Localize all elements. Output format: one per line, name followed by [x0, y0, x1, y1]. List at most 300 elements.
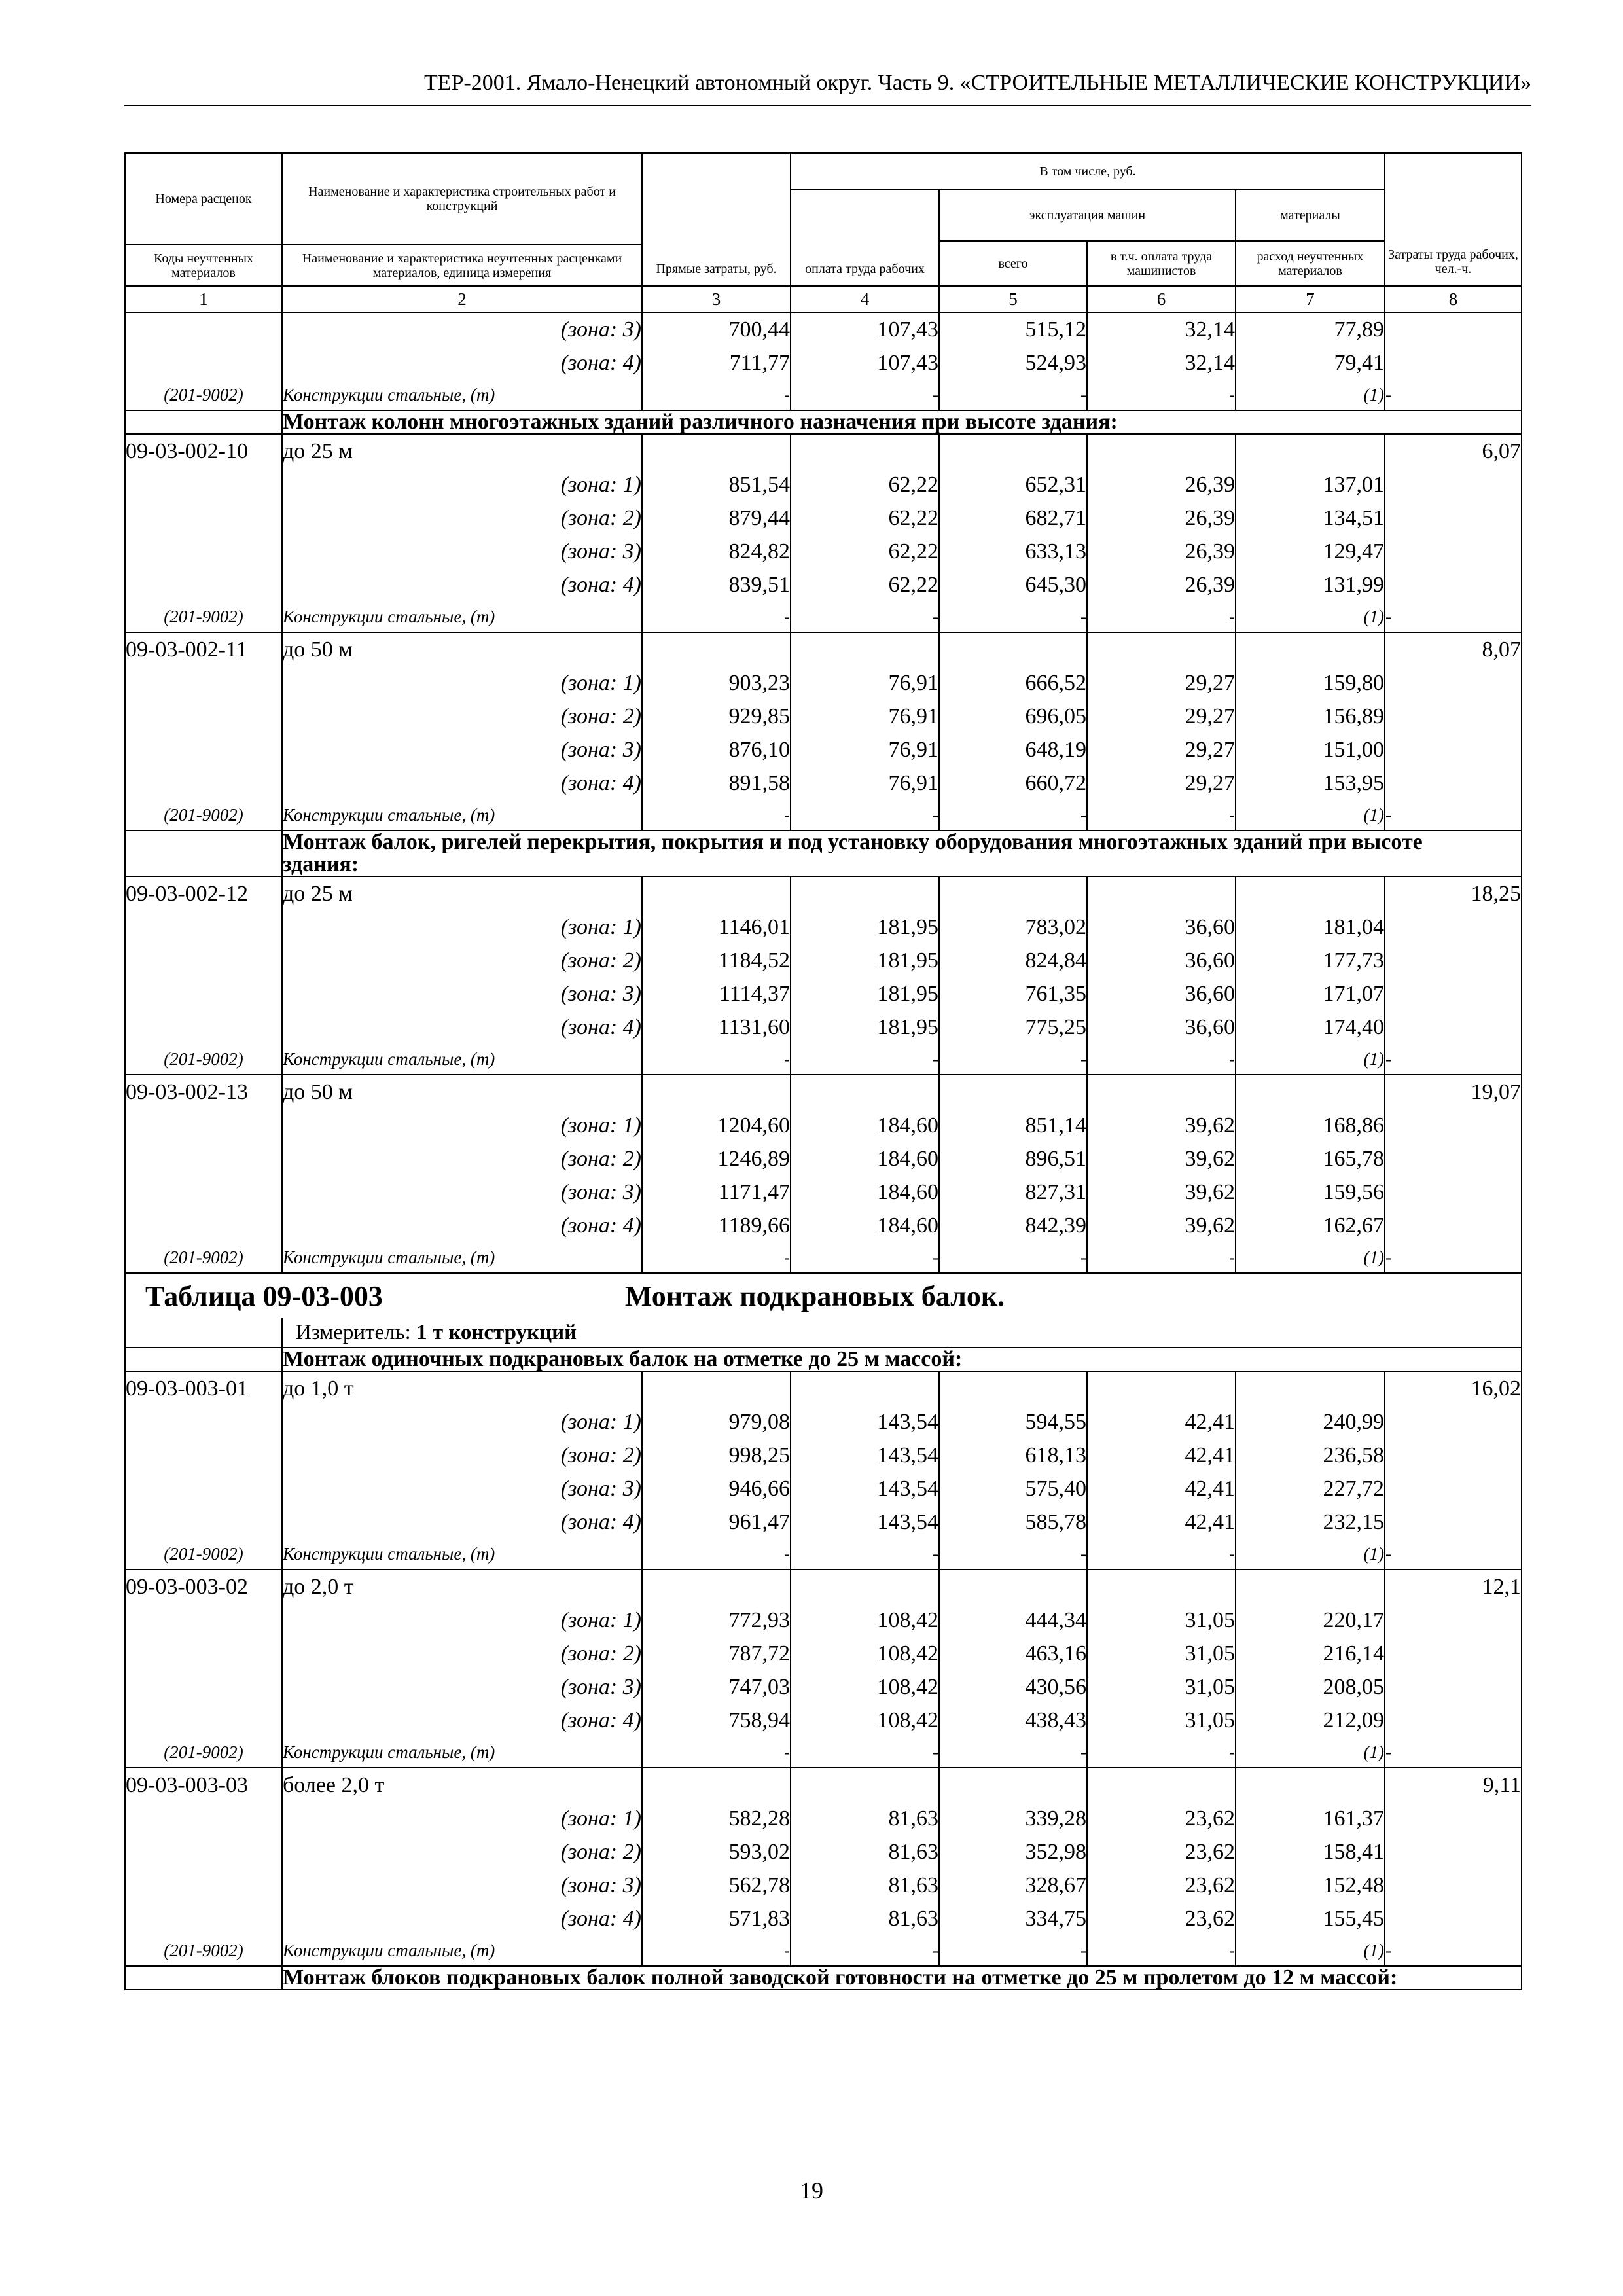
empty-cell — [125, 1869, 282, 1902]
direct-cost-value: 571,83 — [642, 1902, 791, 1935]
direct-cost-value: 593,02 — [642, 1835, 791, 1869]
rate-code: 09-03-003-01 — [125, 1371, 282, 1405]
table-name: Монтаж подкрановых балок. — [624, 1280, 1005, 1312]
zone-row — [125, 1011, 1522, 1044]
materials-value: 131,99 — [1236, 568, 1385, 601]
worker-pay-value: 76,91 — [791, 700, 939, 733]
empty-cell — [1385, 1670, 1522, 1704]
material-name: Конструкции стальные, (т) — [282, 1737, 642, 1768]
materials-value: 137,01 — [1236, 468, 1385, 501]
direct-cost-value: 839,51 — [642, 568, 791, 601]
direct-cost-value: 787,72 — [642, 1637, 791, 1670]
rate-code: 09-03-002-11 — [125, 632, 282, 666]
operators-pay-value: 31,05 — [1087, 1704, 1236, 1737]
machines-total-value: 328,67 — [939, 1869, 1087, 1902]
empty-cell — [125, 1348, 282, 1371]
rate-name: до 2,0 т — [282, 1570, 642, 1604]
dash-cell: - — [1087, 1242, 1236, 1273]
empty-cell — [125, 1142, 282, 1175]
worker-pay-value: 62,22 — [791, 568, 939, 601]
col-header-materials: материалы — [1236, 190, 1385, 241]
empty-cell — [642, 1075, 791, 1109]
zone-row — [125, 1802, 1522, 1835]
operators-pay-value: 36,60 — [1087, 944, 1236, 977]
empty-cell — [1236, 1075, 1385, 1109]
worker-pay-value: 181,95 — [791, 944, 939, 977]
materials-value: 174,40 — [1236, 1011, 1385, 1044]
empty-cell — [125, 1670, 282, 1704]
empty-cell — [1385, 1505, 1522, 1539]
zone-label: (зона: 4) — [282, 568, 642, 601]
table-title-row — [125, 1273, 1522, 1318]
col-header-worker-pay: оплата труда рабочих — [791, 190, 939, 286]
section-heading: Монтаж одиночных подкрановых балок на отметке до 25 м массой: — [282, 1348, 1522, 1371]
empty-cell — [125, 501, 282, 535]
empty-cell — [1385, 501, 1522, 535]
zone-label: (зона: 1) — [282, 1604, 642, 1637]
operators-pay-value: 42,41 — [1087, 1472, 1236, 1505]
worker-pay-value: 108,42 — [791, 1704, 939, 1737]
direct-cost-value: 891,58 — [642, 766, 791, 800]
worker-pay-value: 181,95 — [791, 977, 939, 1011]
rate-code: 09-03-002-10 — [125, 434, 282, 468]
empty-cell — [1385, 1142, 1522, 1175]
zone-label: (зона: 2) — [282, 944, 642, 977]
operators-pay-value: 36,60 — [1087, 1011, 1236, 1044]
empty-cell — [1385, 1209, 1522, 1242]
col-header-including: В том числе, руб. — [791, 153, 1385, 190]
direct-cost-value: 1184,52 — [642, 944, 791, 977]
operators-pay-value: 23,62 — [1087, 1835, 1236, 1869]
zone-label: (зона: 4) — [282, 1209, 642, 1242]
empty-cell — [642, 1371, 791, 1405]
direct-cost-value: 1146,01 — [642, 910, 791, 944]
materials-value: 240,99 — [1236, 1405, 1385, 1439]
direct-cost-value: 1171,47 — [642, 1175, 791, 1209]
section-heading-row — [125, 1966, 1522, 1990]
empty-cell — [1385, 535, 1522, 568]
dash-cell: - — [1385, 601, 1522, 632]
rate-name: до 25 м — [282, 876, 642, 910]
operators-pay-value: 26,39 — [1087, 568, 1236, 601]
dash-cell: - — [1087, 1044, 1236, 1075]
zone-row — [125, 910, 1522, 944]
zone-label: (зона: 1) — [282, 666, 642, 700]
col-header-1-bottom: Коды неучтенных материалов — [125, 245, 282, 286]
operators-pay-value: 36,60 — [1087, 977, 1236, 1011]
empty-cell — [791, 1570, 939, 1604]
materials-value: 79,41 — [1236, 346, 1385, 380]
col-number: 5 — [939, 286, 1087, 312]
empty-cell — [1087, 876, 1236, 910]
material-code: (201-9002) — [125, 380, 282, 410]
dash-cell: - — [642, 1242, 791, 1273]
operators-pay-value: 36,60 — [1087, 910, 1236, 944]
dash-cell: - — [939, 601, 1087, 632]
header-rule — [124, 105, 1531, 106]
dash-cell: - — [939, 800, 1087, 831]
machines-total-value: 660,72 — [939, 766, 1087, 800]
direct-cost-value: 711,77 — [642, 346, 791, 380]
operators-pay-value: 31,05 — [1087, 1637, 1236, 1670]
empty-cell — [1385, 468, 1522, 501]
machines-total-value: 430,56 — [939, 1670, 1087, 1704]
material-code: (201-9002) — [125, 601, 282, 632]
zone-label: (зона: 4) — [282, 1011, 642, 1044]
empty-cell — [125, 568, 282, 601]
col-header-2-bottom: Наименование и характеристика неучтенных расценками материалов, единица измерения — [282, 245, 642, 286]
zone-label: (зона: 1) — [282, 910, 642, 944]
direct-cost-value: 824,82 — [642, 535, 791, 568]
empty-cell — [939, 1371, 1087, 1405]
worker-pay-value: 81,63 — [791, 1802, 939, 1835]
empty-cell — [642, 632, 791, 666]
dash-cell: - — [1385, 380, 1522, 410]
material-name: Конструкции стальные, (т) — [282, 1242, 642, 1273]
worker-pay-value: 143,54 — [791, 1472, 939, 1505]
materials-value: 161,37 — [1236, 1802, 1385, 1835]
material-code: (201-9002) — [125, 1242, 282, 1273]
direct-cost-value: 1204,60 — [642, 1109, 791, 1142]
zone-label: (зона: 3) — [282, 1869, 642, 1902]
direct-cost-value: 700,44 — [642, 312, 791, 346]
empty-cell — [939, 434, 1087, 468]
zone-label: (зона: 3) — [282, 1175, 642, 1209]
col-number: 6 — [1087, 286, 1236, 312]
item-row — [125, 1768, 1522, 1802]
empty-cell — [791, 632, 939, 666]
rate-code: 09-03-003-03 — [125, 1768, 282, 1802]
direct-cost-value: 903,23 — [642, 666, 791, 700]
dash-cell: - — [1087, 601, 1236, 632]
zone-row — [125, 944, 1522, 977]
dash-cell: - — [1087, 1935, 1236, 1966]
zone-label: (зона: 2) — [282, 1835, 642, 1869]
operators-pay-value: 29,27 — [1087, 766, 1236, 800]
dash-cell: - — [642, 380, 791, 410]
operators-pay-value: 23,62 — [1087, 1869, 1236, 1902]
machines-total-value: 648,19 — [939, 733, 1087, 766]
material-quantity: (1) — [1236, 1242, 1385, 1273]
zone-row — [125, 346, 1522, 380]
empty-cell — [125, 1011, 282, 1044]
materials-value: 159,56 — [1236, 1175, 1385, 1209]
empty-cell — [1385, 1109, 1522, 1142]
zone-label: (зона: 3) — [282, 535, 642, 568]
machines-total-value: 652,31 — [939, 468, 1087, 501]
operators-pay-value: 26,39 — [1087, 468, 1236, 501]
dash-cell: - — [939, 1242, 1087, 1273]
operators-pay-value: 32,14 — [1087, 346, 1236, 380]
empty-cell — [1236, 1768, 1385, 1802]
materials-value: 152,48 — [1236, 1869, 1385, 1902]
materials-value: 158,41 — [1236, 1835, 1385, 1869]
worker-pay-value: 81,63 — [791, 1835, 939, 1869]
col-number: 4 — [791, 286, 939, 312]
item-row — [125, 434, 1522, 468]
machines-total-value: 618,13 — [939, 1439, 1087, 1472]
empty-cell — [125, 1802, 282, 1835]
rate-code: 09-03-002-13 — [125, 1075, 282, 1109]
col-number: 7 — [1236, 286, 1385, 312]
dash-cell: - — [791, 1737, 939, 1768]
materials-value: 129,47 — [1236, 535, 1385, 568]
zone-label: (зона: 4) — [282, 346, 642, 380]
empty-cell — [125, 977, 282, 1011]
worker-pay-value: 62,22 — [791, 468, 939, 501]
empty-cell — [125, 1637, 282, 1670]
operators-pay-value: 26,39 — [1087, 535, 1236, 568]
zone-label: (зона: 4) — [282, 1704, 642, 1737]
zone-label: (зона: 3) — [282, 312, 642, 346]
empty-cell — [939, 1075, 1087, 1109]
materials-value: 156,89 — [1236, 700, 1385, 733]
materials-value: 227,72 — [1236, 1472, 1385, 1505]
empty-cell — [125, 1505, 282, 1539]
zone-label: (зона: 4) — [282, 1902, 642, 1935]
empty-cell — [791, 434, 939, 468]
dash-cell: - — [939, 1935, 1087, 1966]
materials-value: 165,78 — [1236, 1142, 1385, 1175]
operators-pay-value: 31,05 — [1087, 1604, 1236, 1637]
zone-row — [125, 666, 1522, 700]
machines-total-value: 666,52 — [939, 666, 1087, 700]
zone-row — [125, 568, 1522, 601]
zone-row — [125, 1175, 1522, 1209]
machines-total-value: 633,13 — [939, 535, 1087, 568]
zone-row — [125, 1604, 1522, 1637]
zone-row — [125, 1637, 1522, 1670]
materials-value: 159,80 — [1236, 666, 1385, 700]
direct-cost-value: 979,08 — [642, 1405, 791, 1439]
section-heading-row — [125, 1348, 1522, 1371]
dash-cell: - — [939, 380, 1087, 410]
materials-value: 236,58 — [1236, 1439, 1385, 1472]
empty-cell — [125, 1209, 282, 1242]
empty-cell — [1385, 1637, 1522, 1670]
worker-pay-value: 143,54 — [791, 1405, 939, 1439]
material-code: (201-9002) — [125, 800, 282, 831]
material-quantity: (1) — [1236, 1935, 1385, 1966]
measure-row — [125, 1318, 1522, 1348]
zone-row — [125, 1439, 1522, 1472]
empty-cell — [1385, 1604, 1522, 1637]
material-name: Конструкции стальные, (т) — [282, 380, 642, 410]
labor-cost: 19,07 — [1385, 1075, 1522, 1109]
zone-label: (зона: 1) — [282, 1109, 642, 1142]
machines-total-value: 824,84 — [939, 944, 1087, 977]
empty-cell — [791, 1768, 939, 1802]
material-quantity: (1) — [1236, 800, 1385, 831]
zone-row — [125, 700, 1522, 733]
worker-pay-value: 181,95 — [791, 1011, 939, 1044]
labor-cost: 16,02 — [1385, 1371, 1522, 1405]
dash-cell: - — [791, 800, 939, 831]
empty-cell — [1385, 977, 1522, 1011]
empty-cell — [1385, 910, 1522, 944]
direct-cost-value: 747,03 — [642, 1670, 791, 1704]
material-row — [125, 601, 1522, 632]
empty-cell — [125, 1405, 282, 1439]
table-number: Таблица 09-03-003 — [145, 1280, 383, 1312]
price-table — [124, 152, 1522, 1990]
zone-label: (зона: 3) — [282, 1472, 642, 1505]
page-number: 19 — [800, 2178, 823, 2204]
zone-row — [125, 733, 1522, 766]
materials-value: 208,05 — [1236, 1670, 1385, 1704]
worker-pay-value: 184,60 — [791, 1109, 939, 1142]
labor-cost: 18,25 — [1385, 876, 1522, 910]
empty-cell — [125, 733, 282, 766]
materials-value: 162,67 — [1236, 1209, 1385, 1242]
dash-cell: - — [642, 800, 791, 831]
empty-cell — [125, 1966, 282, 1990]
machines-total-value: 352,98 — [939, 1835, 1087, 1869]
material-quantity: (1) — [1236, 380, 1385, 410]
material-code: (201-9002) — [125, 1539, 282, 1570]
col-number: 8 — [1385, 286, 1522, 312]
zone-row — [125, 1869, 1522, 1902]
material-quantity: (1) — [1236, 1044, 1385, 1075]
empty-cell — [1385, 700, 1522, 733]
item-row — [125, 1075, 1522, 1109]
machines-total-value: 827,31 — [939, 1175, 1087, 1209]
material-code: (201-9002) — [125, 1935, 282, 1966]
rate-name: до 25 м — [282, 434, 642, 468]
material-quantity: (1) — [1236, 601, 1385, 632]
machines-total-value: 842,39 — [939, 1209, 1087, 1242]
direct-cost-value: 998,25 — [642, 1439, 791, 1472]
dash-cell: - — [1087, 1539, 1236, 1570]
empty-cell — [1385, 1704, 1522, 1737]
operators-pay-value: 29,27 — [1087, 700, 1236, 733]
worker-pay-value: 184,60 — [791, 1209, 939, 1242]
empty-cell — [125, 766, 282, 800]
empty-cell — [125, 312, 282, 346]
empty-cell — [1087, 1570, 1236, 1604]
worker-pay-value: 108,42 — [791, 1670, 939, 1704]
direct-cost-value: 946,66 — [642, 1472, 791, 1505]
empty-cell — [939, 1768, 1087, 1802]
col-header-machines-total: всего — [939, 241, 1087, 286]
zone-row — [125, 468, 1522, 501]
materials-value: 181,04 — [1236, 910, 1385, 944]
empty-cell — [125, 700, 282, 733]
machines-total-value: 761,35 — [939, 977, 1087, 1011]
zone-label: (зона: 3) — [282, 977, 642, 1011]
zone-label: (зона: 2) — [282, 1439, 642, 1472]
operators-pay-value: 23,62 — [1087, 1902, 1236, 1935]
empty-cell — [1385, 1439, 1522, 1472]
empty-cell — [125, 346, 282, 380]
empty-cell — [1087, 434, 1236, 468]
direct-cost-value: 1189,66 — [642, 1209, 791, 1242]
dash-cell: - — [791, 1935, 939, 1966]
machines-total-value: 896,51 — [939, 1142, 1087, 1175]
labor-cost: 6,07 — [1385, 434, 1522, 468]
materials-value: 155,45 — [1236, 1902, 1385, 1935]
empty-cell — [1236, 434, 1385, 468]
empty-cell — [791, 876, 939, 910]
machines-total-value: 783,02 — [939, 910, 1087, 944]
empty-cell — [1385, 1405, 1522, 1439]
direct-cost-value: 582,28 — [642, 1802, 791, 1835]
empty-cell — [1087, 1371, 1236, 1405]
zone-row — [125, 1405, 1522, 1439]
section-heading: Монтаж балок, ригелей перекрытия, покрытия и под установку оборудования многоэтажных зданий при высоте здания: — [282, 831, 1522, 876]
worker-pay-value: 107,43 — [791, 312, 939, 346]
operators-pay-value: 42,41 — [1087, 1505, 1236, 1539]
col-header-machines: эксплуатация машин — [939, 190, 1236, 241]
labor-cost: 8,07 — [1385, 632, 1522, 666]
dash-cell: - — [642, 1044, 791, 1075]
direct-cost-value: 562,78 — [642, 1869, 791, 1902]
material-name: Конструкции стальные, (т) — [282, 1044, 642, 1075]
dash-cell: - — [1385, 1242, 1522, 1273]
material-row — [125, 380, 1522, 410]
item-row — [125, 1371, 1522, 1405]
empty-cell — [125, 944, 282, 977]
rate-code: 09-03-002-12 — [125, 876, 282, 910]
worker-pay-value: 143,54 — [791, 1439, 939, 1472]
dash-cell: - — [642, 1539, 791, 1570]
material-row — [125, 1737, 1522, 1768]
empty-cell — [1385, 1902, 1522, 1935]
operators-pay-value: 42,41 — [1087, 1405, 1236, 1439]
zone-row — [125, 1704, 1522, 1737]
worker-pay-value: 143,54 — [791, 1505, 939, 1539]
empty-cell — [125, 1472, 282, 1505]
operators-pay-value: 29,27 — [1087, 666, 1236, 700]
machines-total-value: 682,71 — [939, 501, 1087, 535]
materials-value: 77,89 — [1236, 312, 1385, 346]
empty-cell — [125, 1604, 282, 1637]
dash-cell: - — [1385, 1539, 1522, 1570]
empty-cell — [1236, 1570, 1385, 1604]
material-name: Конструкции стальные, (т) — [282, 601, 642, 632]
section-heading: Монтаж колонн многоэтажных зданий различного назначения при высоте здания: — [282, 410, 1522, 434]
operators-pay-value: 39,62 — [1087, 1175, 1236, 1209]
section-heading-row — [125, 410, 1522, 434]
zone-label: (зона: 1) — [282, 1405, 642, 1439]
zone-row — [125, 1472, 1522, 1505]
empty-cell — [1236, 876, 1385, 910]
material-name: Конструкции стальные, (т) — [282, 1935, 642, 1966]
rate-name: до 50 м — [282, 632, 642, 666]
zone-label: (зона: 3) — [282, 1670, 642, 1704]
empty-cell — [642, 1570, 791, 1604]
zone-label: (зона: 4) — [282, 766, 642, 800]
worker-pay-value: 184,60 — [791, 1142, 939, 1175]
col-header-operators-pay: в т.ч. оплата труда машинистов — [1087, 241, 1236, 286]
col-header-2-top: Наименование и характеристика строительных работ и конструкций — [282, 153, 642, 245]
dash-cell: - — [642, 601, 791, 632]
rate-name: до 50 м — [282, 1075, 642, 1109]
empty-cell — [1236, 1371, 1385, 1405]
empty-cell — [125, 666, 282, 700]
materials-value: 232,15 — [1236, 1505, 1385, 1539]
dash-cell: - — [791, 1242, 939, 1273]
empty-cell — [125, 831, 282, 876]
empty-cell — [125, 1109, 282, 1142]
col-number: 2 — [282, 286, 642, 312]
worker-pay-value: 76,91 — [791, 666, 939, 700]
empty-cell — [642, 876, 791, 910]
empty-cell — [125, 1704, 282, 1737]
empty-cell — [642, 1768, 791, 1802]
zone-row — [125, 1835, 1522, 1869]
section-heading-row — [125, 831, 1522, 876]
